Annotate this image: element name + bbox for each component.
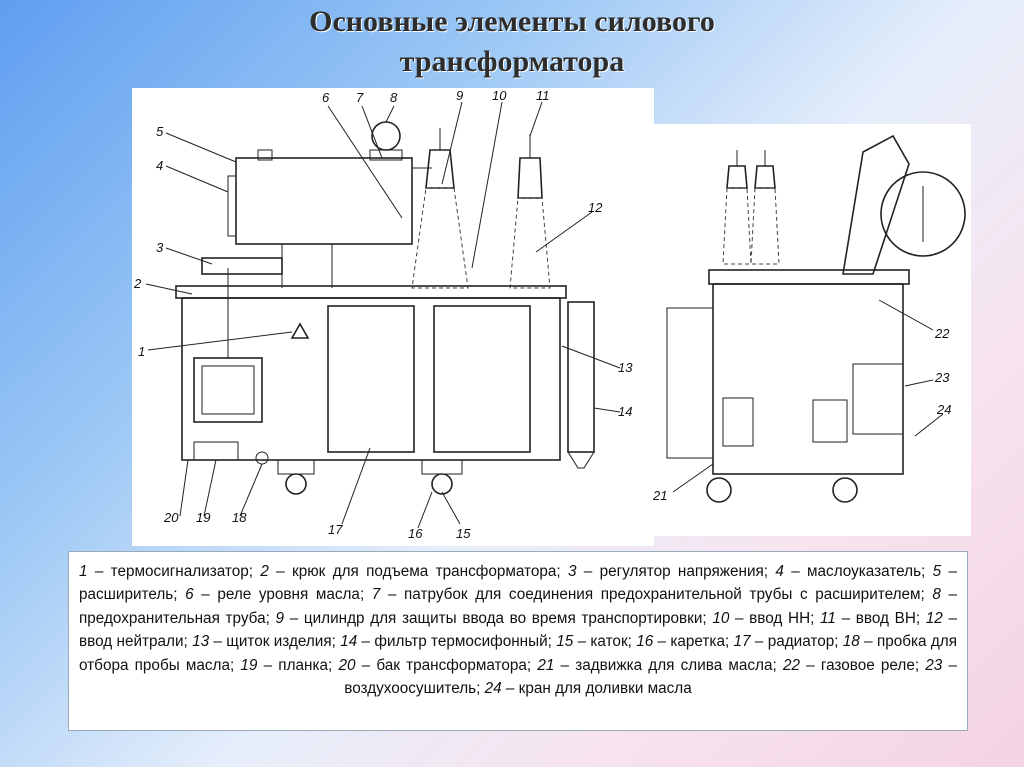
legend-item-number: 4 bbox=[775, 563, 784, 580]
callout-16: 16 bbox=[408, 526, 423, 541]
legend-item bbox=[338, 657, 537, 674]
legend-item-text: – реле уровня масла; bbox=[193, 586, 372, 604]
legend-item-text: – щиток изделия; bbox=[209, 633, 341, 651]
legend-item-text: – ввод ВН; bbox=[835, 609, 926, 627]
legend-item bbox=[485, 680, 692, 697]
legend-item-text: – планка; bbox=[257, 656, 339, 674]
legend-item bbox=[537, 657, 783, 674]
legend-item-text: – кран для доливки масла bbox=[501, 680, 692, 698]
bushing-hv-1 bbox=[426, 150, 454, 188]
legend-item-number: 22 bbox=[782, 656, 800, 674]
legend-item bbox=[260, 563, 568, 580]
side-view-svg bbox=[653, 124, 971, 536]
legend-caption bbox=[68, 551, 968, 731]
legend-item-number: 3 bbox=[567, 563, 577, 580]
front-view-drawing bbox=[132, 88, 654, 546]
thermosiphon-filter bbox=[568, 302, 594, 452]
legend-item-text: – бак трансформатора; bbox=[355, 656, 538, 674]
legend-item-number: 12 bbox=[925, 609, 943, 627]
callout-10: 10 bbox=[492, 88, 507, 103]
callout-1: 1 bbox=[138, 344, 146, 359]
legend-item bbox=[372, 586, 933, 603]
legend-item-number: 23 bbox=[925, 656, 943, 674]
conservator-shape bbox=[236, 158, 412, 244]
legend-item bbox=[556, 633, 636, 650]
legend-item-text: – воздухоосушитель; bbox=[344, 656, 957, 698]
callout-3: 3 bbox=[156, 240, 164, 255]
legend-item bbox=[712, 610, 820, 627]
legend-item-number: 9 bbox=[275, 609, 285, 627]
side-plate bbox=[194, 358, 262, 422]
legend-item-text: – ввод НН; bbox=[729, 609, 821, 627]
legend-item-text: – каток; bbox=[573, 633, 637, 651]
callout-19: 19 bbox=[196, 510, 211, 525]
legend-item-text: – предохранительная труба; bbox=[79, 586, 957, 627]
legend-item-number: 1 bbox=[79, 563, 88, 580]
legend-items bbox=[79, 563, 957, 697]
front-view-svg bbox=[132, 88, 654, 546]
wheel-right bbox=[432, 474, 452, 494]
callout-8: 8 bbox=[390, 90, 398, 105]
legend-item-number: 15 bbox=[556, 633, 574, 651]
callout-2: 2 bbox=[134, 276, 142, 291]
legend-item-text: – газовое реле; bbox=[799, 656, 926, 674]
legend-item-number: 19 bbox=[240, 656, 258, 674]
tank-cover bbox=[176, 286, 566, 298]
voltage-regulator bbox=[202, 258, 282, 274]
legend-item-number: 18 bbox=[842, 633, 860, 651]
callout-7: 7 bbox=[356, 90, 364, 105]
legend-item-text: – задвижка для слива масла; bbox=[554, 656, 783, 674]
legend-item bbox=[240, 657, 338, 674]
legend-item bbox=[340, 633, 556, 650]
legend-item-text: – каретка; bbox=[653, 633, 734, 651]
legend-item bbox=[775, 563, 932, 580]
legend-item-text: – радиатор; bbox=[750, 633, 843, 651]
legend-item-number: 20 bbox=[338, 656, 356, 674]
wheel-left bbox=[286, 474, 306, 494]
callout-15: 15 bbox=[456, 526, 471, 541]
legend-item-number: 13 bbox=[192, 633, 210, 651]
radiator-left bbox=[328, 306, 414, 452]
callout-23: 23 bbox=[935, 370, 950, 385]
legend-item bbox=[783, 657, 925, 674]
legend-item bbox=[636, 633, 733, 650]
callout-13: 13 bbox=[618, 360, 633, 375]
legend-item-number: 5 bbox=[932, 563, 942, 580]
legend-item-number: 2 bbox=[260, 563, 269, 580]
bushing-hv-2 bbox=[518, 158, 542, 198]
legend-item-number: 17 bbox=[733, 633, 751, 651]
callout-4: 4 bbox=[156, 158, 164, 173]
relay-pipe bbox=[843, 136, 909, 274]
callout-21: 21 bbox=[653, 488, 668, 503]
legend-item-text: – пробка для отбора пробы масла; bbox=[79, 633, 958, 674]
legend-item-number: 16 bbox=[636, 633, 654, 651]
legend-item bbox=[79, 563, 260, 580]
legend-item bbox=[276, 610, 713, 627]
legend-item-number: 8 bbox=[932, 586, 941, 604]
legend-item-text: – маслоуказатель; bbox=[783, 563, 933, 580]
legend-item bbox=[820, 610, 926, 627]
air-dryer-box bbox=[853, 364, 903, 434]
callout-17: 17 bbox=[328, 522, 343, 537]
legend-item-number: 6 bbox=[185, 586, 194, 604]
callout-24: 24 bbox=[937, 402, 952, 417]
callout-6: 6 bbox=[322, 90, 330, 105]
legend-item bbox=[185, 586, 372, 603]
relay-shape bbox=[372, 122, 400, 150]
legend-item-text: – расширитель; bbox=[79, 563, 957, 604]
legend-item-text: – патрубок для соединения предохранительной трубы с расширителем; bbox=[380, 586, 933, 604]
legend-item-number: 11 bbox=[820, 609, 836, 627]
callout-11: 11 bbox=[536, 88, 550, 103]
legend-item-text: – термосигнализатор; bbox=[87, 563, 261, 580]
callout-12: 12 bbox=[588, 200, 603, 215]
legend-item bbox=[734, 633, 843, 650]
callout-20: 20 bbox=[164, 510, 179, 525]
legend-item-number: 14 bbox=[340, 633, 358, 651]
legend-item-number: 21 bbox=[537, 656, 555, 674]
tank-body bbox=[182, 298, 560, 460]
legend-item bbox=[568, 563, 775, 580]
legend-item-number: 10 bbox=[712, 609, 730, 627]
callout-9: 9 bbox=[456, 88, 464, 103]
legend-item-text: – крюк для подъема трансформатора; bbox=[268, 563, 568, 580]
legend-item-number: 24 bbox=[484, 680, 502, 698]
callout-5: 5 bbox=[156, 124, 164, 139]
legend-item-number: 7 bbox=[371, 586, 381, 604]
legend-item-text: – фильтр термосифонный; bbox=[357, 633, 557, 651]
legend-item-text: – ввод нейтрали; bbox=[79, 609, 957, 651]
legend-item-text: – цилиндр для защиты ввода во время транспортировки; bbox=[284, 609, 713, 627]
title-line-2: трансформатора bbox=[399, 45, 625, 78]
callout-18: 18 bbox=[232, 510, 247, 525]
callout-22: 22 bbox=[935, 326, 950, 341]
callout-14: 14 bbox=[618, 404, 633, 419]
title-line-1: Основные элементы силового bbox=[309, 5, 715, 38]
radiator-right bbox=[434, 306, 530, 452]
side-view-drawing bbox=[653, 124, 971, 536]
legend-item-text: – регулятор напряжения; bbox=[576, 563, 776, 580]
legend-item bbox=[192, 633, 340, 650]
page-title bbox=[0, 2, 1024, 82]
